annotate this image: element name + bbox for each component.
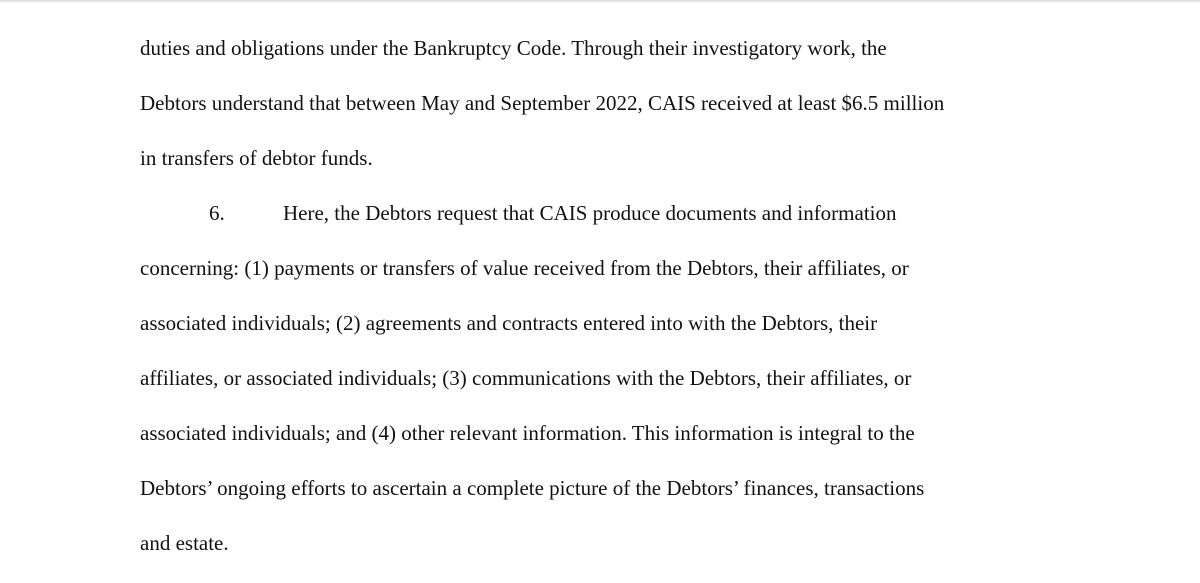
text-line: Debtors understand that between May and September 2022, CAIS received at least $6.5 million [140, 91, 945, 115]
text-line: associated individuals; and (4) other relevant information. This information is integral to the [140, 421, 915, 445]
text-line: in transfers of debtor funds. [140, 146, 373, 170]
paragraph-first-line: Here, the Debtors request that CAIS produce documents and information [283, 201, 897, 225]
paragraph-number: 6. [209, 201, 225, 225]
text-line: concerning: (1) payments or transfers of value received from the Debtors, their affiliates, or [140, 256, 909, 280]
text-line: and estate. [140, 531, 229, 555]
text-line: associated individuals; (2) agreements and contracts entered into with the Debtors, their [140, 311, 878, 335]
text-line: affiliates, or associated individuals; (3) communications with the Debtors, their affiliates, or [140, 366, 912, 390]
text-line: duties and obligations under the Bankruptcy Code. Through their investigatory work, the [140, 36, 887, 60]
text-line: Debtors’ ongoing efforts to ascertain a complete picture of the Debtors’ finances, transactions [140, 476, 925, 500]
